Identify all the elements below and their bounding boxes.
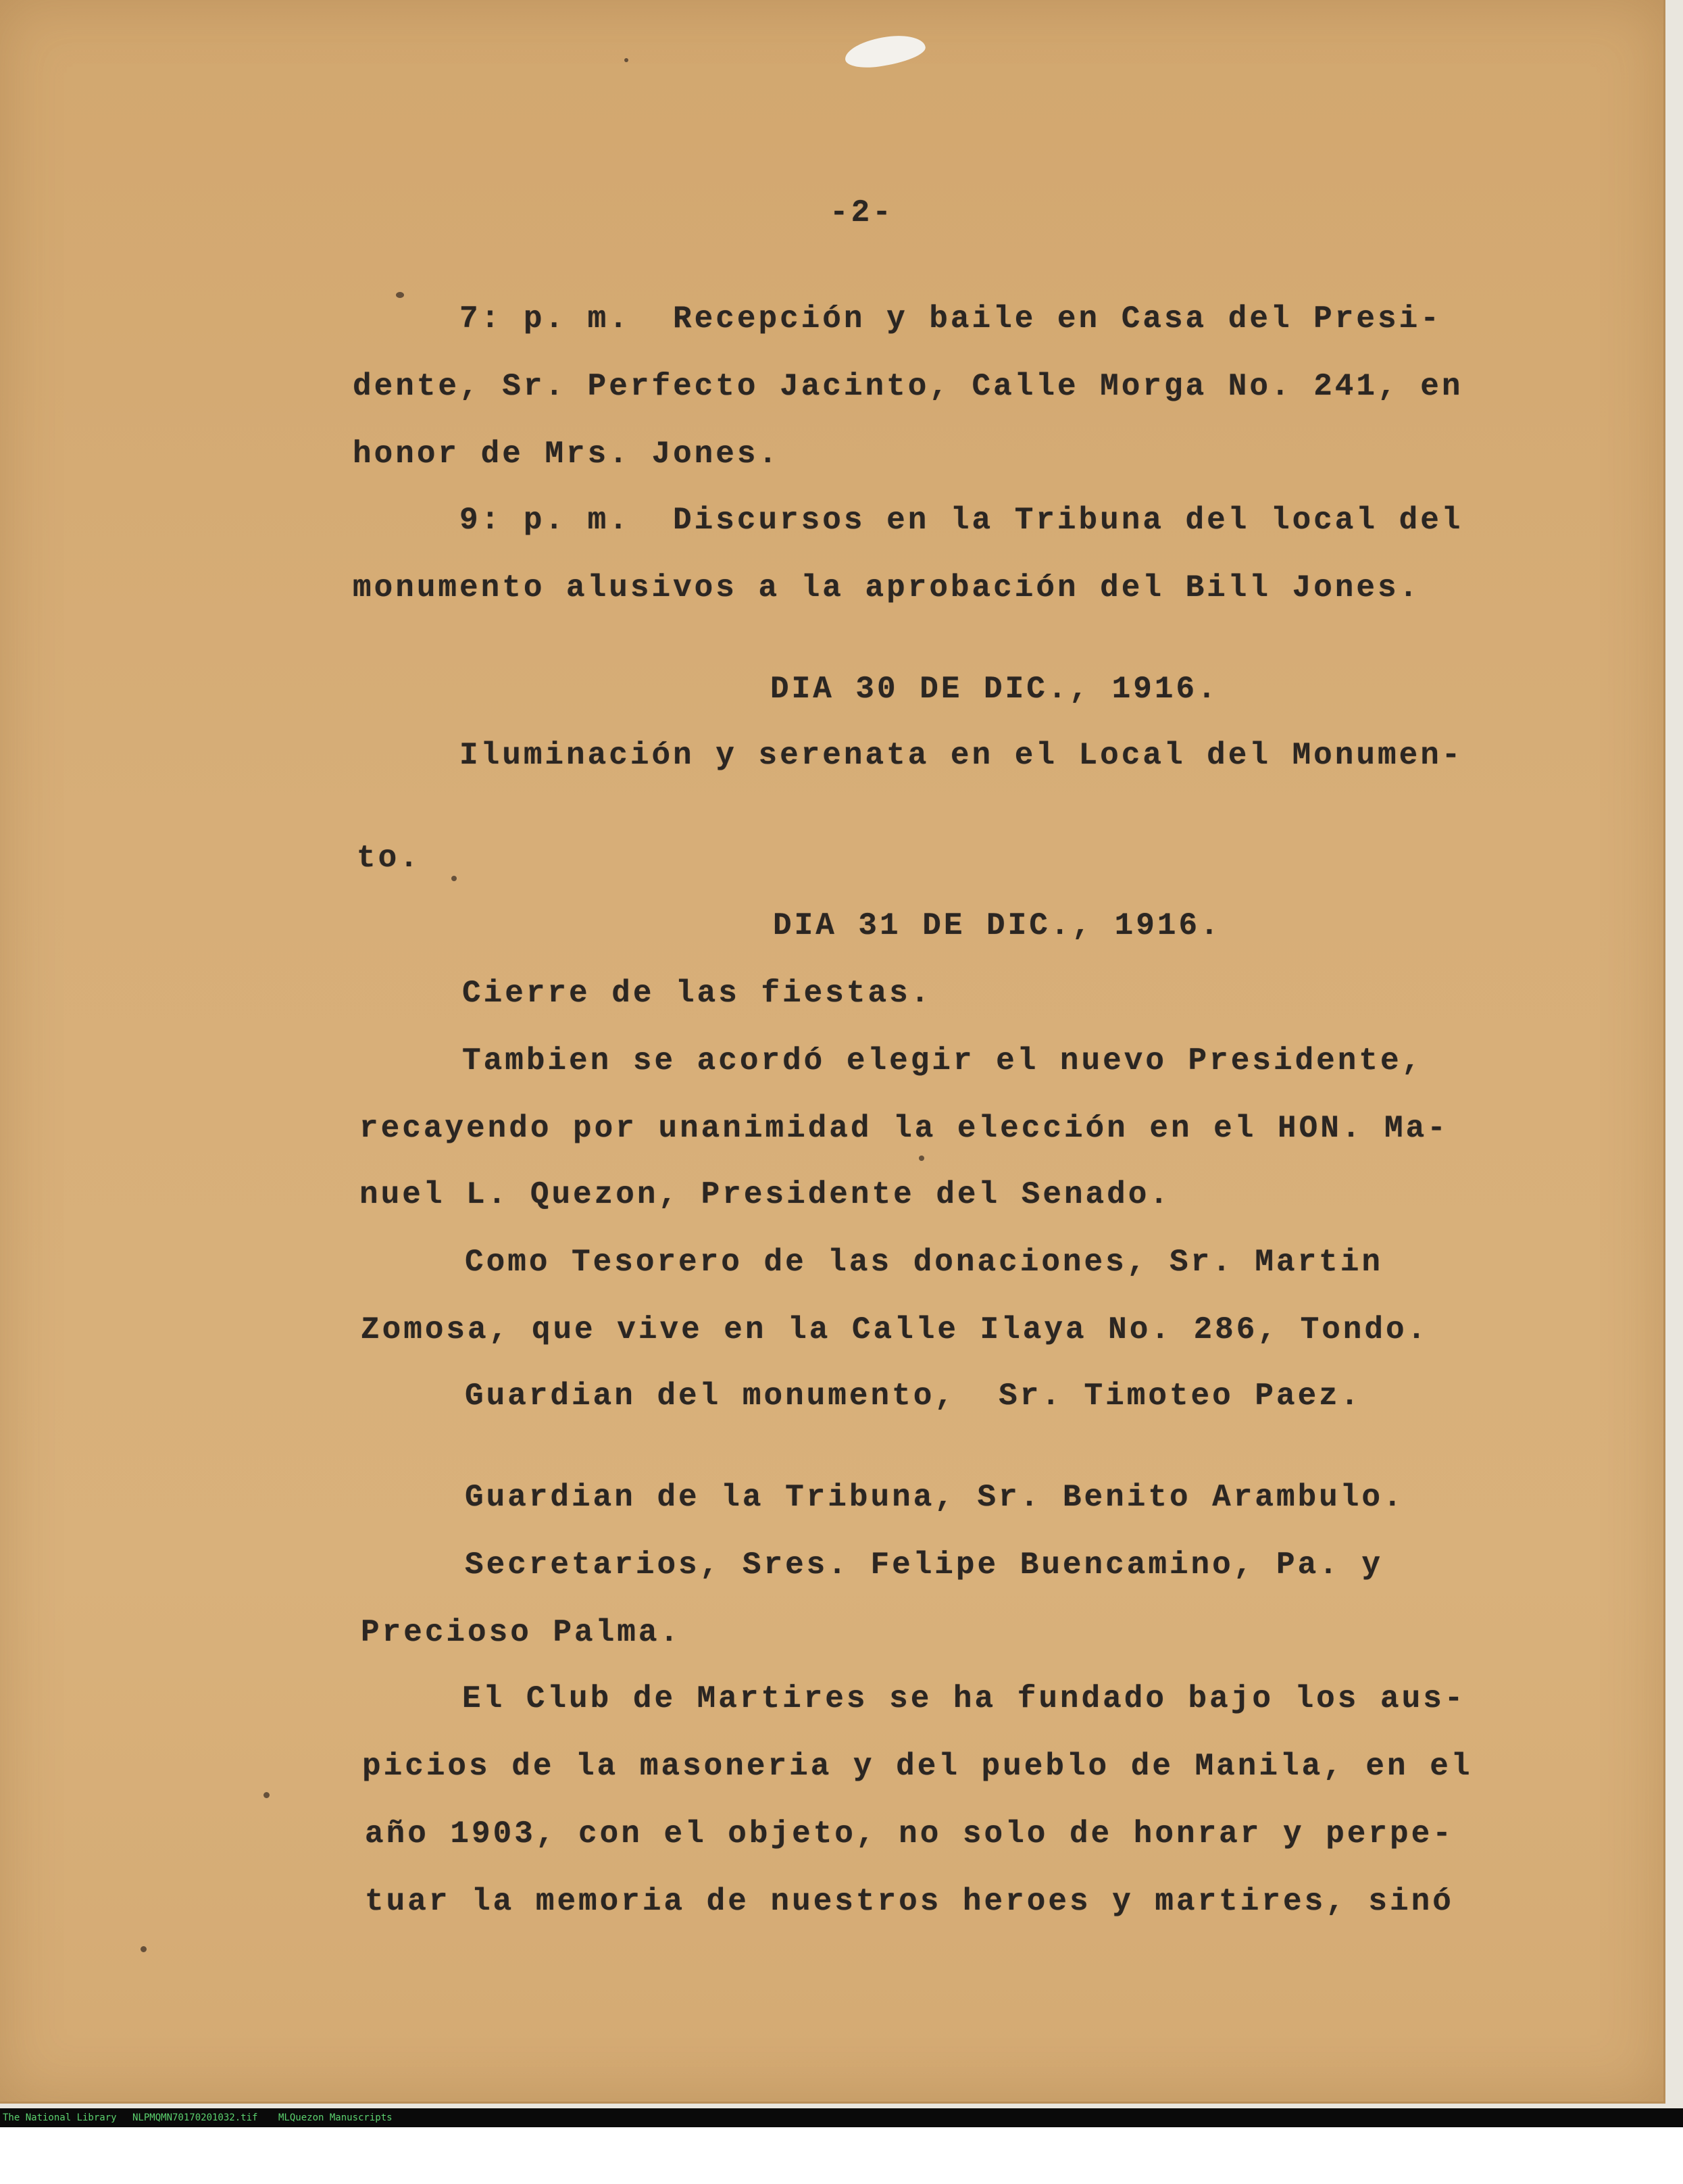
text-line-18: Secretarios, Sres. Felipe Buencamino, Pa. y xyxy=(465,1547,1383,1583)
footer-collection: MLQuezon Manuscripts xyxy=(278,2112,393,2123)
text-line-13: nuel L. Quezon, Presidente del Senado. xyxy=(359,1177,1171,1212)
footer-library: The National Library xyxy=(3,2112,117,2123)
text-line-4: 9: p. m. Discursos en la Tribuna del local del xyxy=(459,503,1463,538)
text-line-7: Iluminación y serenata en el Local del Monumen- xyxy=(459,738,1463,773)
text-line-19: Precioso Palma. xyxy=(361,1615,682,1650)
text-line-11: Tambien se acordó elegir el nuevo Presidente, xyxy=(462,1043,1424,1078)
ink-speck xyxy=(624,58,628,62)
ink-speck xyxy=(141,1946,147,1952)
date-heading-30: DIA 30 DE DIC., 1916. xyxy=(770,672,1219,707)
text-line-3: honor de Mrs. Jones. xyxy=(353,437,780,472)
ink-speck xyxy=(451,876,457,881)
torn-hole xyxy=(843,32,928,71)
ink-speck xyxy=(919,1156,924,1161)
text-line-1: 7: p. m. Recepción y baile en Casa del Presi- xyxy=(459,301,1442,337)
text-line-14: Como Tesorero de las donaciones, Sr. Martin xyxy=(465,1245,1383,1280)
ink-speck xyxy=(396,292,404,298)
text-line-22: año 1903, con el objeto, no solo de honrar y perpe- xyxy=(365,1816,1454,1852)
date-heading-31: DIA 31 DE DIC., 1916. xyxy=(773,908,1222,943)
scan-footer xyxy=(0,2108,1683,2127)
footer-filename: NLPMQMN70170201032.tif xyxy=(132,2112,258,2123)
text-line-21: picios de la masoneria y del pueblo de Manila, en el xyxy=(362,1749,1473,1784)
page-number: -2- xyxy=(830,195,894,230)
text-line-23: tuar la memoria de nuestros heroes y martires, sinó xyxy=(365,1884,1454,1919)
text-line-15: Zomosa, que vive en la Calle Ilaya No. 286, Tondo. xyxy=(361,1312,1429,1347)
text-line-20: El Club de Martires se ha fundado bajo los aus- xyxy=(462,1681,1466,1716)
text-line-8: to. xyxy=(357,841,421,876)
text-line-12: recayendo por unanimidad la elección en el HON. Ma- xyxy=(359,1111,1449,1146)
text-line-10: Cierre de las fiestas. xyxy=(462,976,932,1011)
text-line-2: dente, Sr. Perfecto Jacinto, Calle Morga No. 241, en xyxy=(353,369,1463,404)
text-line-17: Guardian de la Tribuna, Sr. Benito Arambulo. xyxy=(465,1480,1405,1515)
text-line-5: monumento alusivos a la aprobación del Bill Jones. xyxy=(353,570,1421,605)
ink-speck xyxy=(263,1792,270,1798)
text-line-16: Guardian del monumento, Sr. Timoteo Paez. xyxy=(465,1379,1362,1414)
